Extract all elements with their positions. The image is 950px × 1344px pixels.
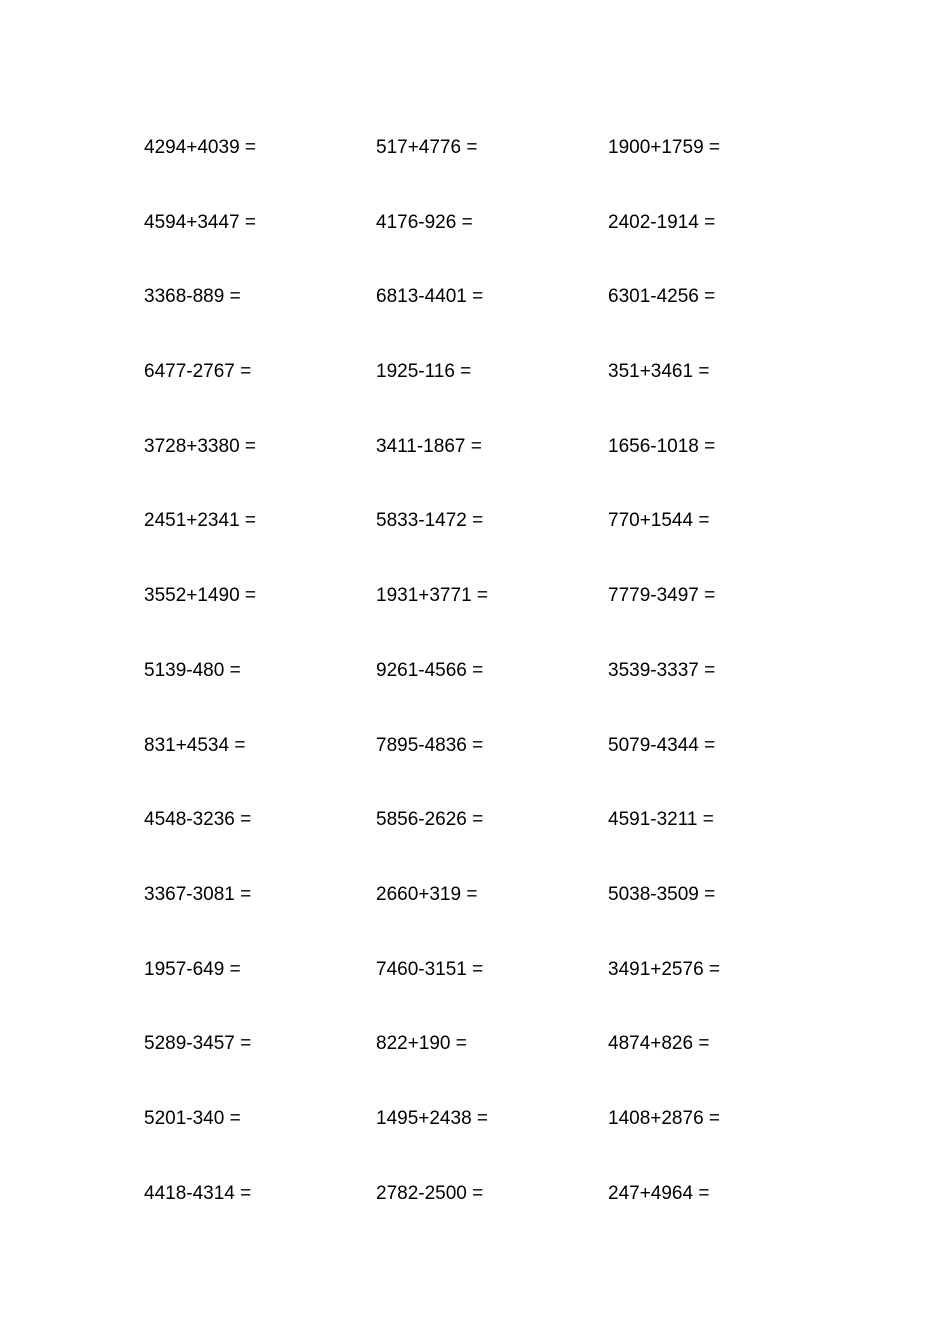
math-problem: 5038-3509 = xyxy=(608,883,716,905)
problem-row xyxy=(144,733,844,808)
math-problem: 4294+4039 = xyxy=(144,137,257,158)
math-problem: 2402-1914 = xyxy=(608,211,716,233)
math-problem: 2451+2341 = xyxy=(144,510,257,532)
math-problem: 9261-4566 = xyxy=(376,659,484,681)
math-problem: 517+4776 = xyxy=(376,137,478,158)
math-problem: 770+1544 = xyxy=(608,510,710,532)
problem-row xyxy=(144,957,844,1032)
problem-row xyxy=(144,359,844,434)
math-problem: 4418-4314 = xyxy=(144,1182,252,1204)
math-problem: 3491+2576 = xyxy=(608,958,721,980)
problem-row xyxy=(144,658,844,733)
math-problem: 822+190 = xyxy=(376,1033,467,1055)
problem-row xyxy=(144,434,844,509)
problem-row xyxy=(144,508,844,583)
problem-row xyxy=(144,583,844,658)
math-problem: 831+4534 = xyxy=(144,734,246,756)
problem-row xyxy=(144,210,844,285)
math-problem: 5856-2626 = xyxy=(376,809,484,831)
math-problem: 7460-3151 = xyxy=(376,958,484,980)
math-problem: 5201-340 = xyxy=(144,1107,241,1129)
math-problem: 4548-3236 = xyxy=(144,809,252,831)
problem-row xyxy=(144,882,844,957)
problem-row xyxy=(144,135,844,210)
math-problem: 351+3461 = xyxy=(608,361,710,383)
math-problem: 7895-4836 = xyxy=(376,734,484,756)
problem-row xyxy=(144,807,844,882)
problem-row xyxy=(144,1031,844,1106)
math-problem: 3367-3081 = xyxy=(144,883,252,905)
math-problem: 3411-1867 = xyxy=(376,435,482,457)
arithmetic-worksheet xyxy=(144,135,844,1255)
math-problem: 6813-4401 = xyxy=(376,286,484,308)
math-problem: 1957-649 = xyxy=(144,958,241,980)
math-problem: 247+4964 = xyxy=(608,1182,710,1204)
math-problem: 4176-926 = xyxy=(376,211,473,233)
math-problem: 5289-3457 = xyxy=(144,1033,252,1055)
problem-row xyxy=(144,284,844,359)
math-problem: 3539-3337 = xyxy=(608,659,716,681)
math-problem: 1656-1018 = xyxy=(608,435,716,457)
math-problem: 5139-480 = xyxy=(144,659,241,681)
math-problem: 6477-2767 = xyxy=(144,361,252,383)
math-problem: 1900+1759 = xyxy=(608,137,721,158)
problem-row xyxy=(144,1181,844,1256)
math-problem: 4874+826 = xyxy=(608,1033,710,1055)
math-problem: 1931+3771 = xyxy=(376,585,489,607)
math-problem: 1408+2876 = xyxy=(608,1107,721,1129)
problem-row xyxy=(144,1106,844,1181)
math-problem: 4591-3211 = xyxy=(608,809,714,831)
math-problem: 7779-3497 = xyxy=(608,585,716,607)
math-problem: 3728+3380 = xyxy=(144,435,257,457)
math-problem: 3552+1490 = xyxy=(144,585,257,607)
math-problem: 5833-1472 = xyxy=(376,510,484,532)
math-problem: 6301-4256 = xyxy=(608,286,716,308)
math-problem: 2660+319 = xyxy=(376,883,478,905)
math-problem: 2782-2500 = xyxy=(376,1182,484,1204)
math-problem: 3368-889 = xyxy=(144,286,241,308)
math-problem: 5079-4344 = xyxy=(608,734,716,756)
math-problem: 1925-116 = xyxy=(376,361,472,383)
math-problem: 1495+2438 = xyxy=(376,1107,489,1129)
math-problem: 4594+3447 = xyxy=(144,211,257,233)
